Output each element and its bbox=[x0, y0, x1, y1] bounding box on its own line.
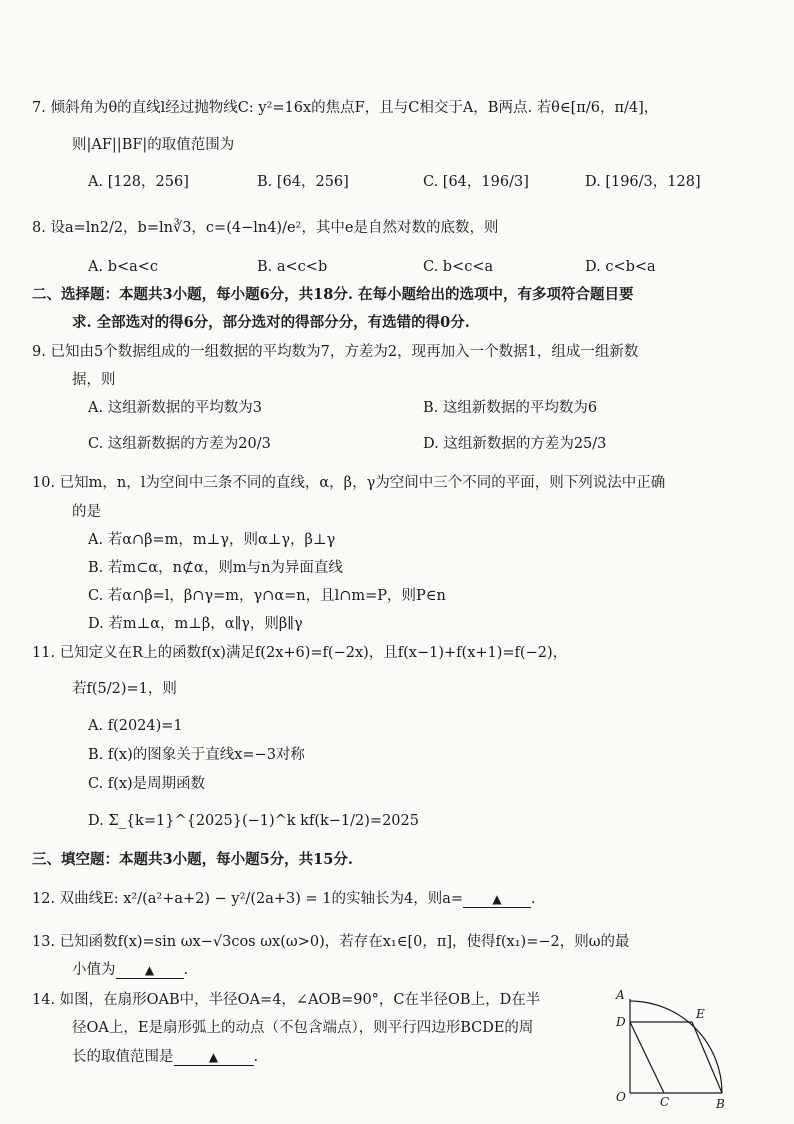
section2-instructions-line2: 求. 全部选对的得6分，部分选对的得部分分，有选错的得0分. bbox=[72, 314, 470, 331]
triangle-icon: ▲ bbox=[492, 892, 502, 906]
q9-stem-line2: 据，则 bbox=[72, 372, 116, 388]
q11-option-a: A. f(2024)=1 bbox=[88, 718, 183, 734]
q11-option-c: C. f(x)是周期函数 bbox=[88, 776, 206, 792]
q7-stem-line1: 7. 倾斜角为θ的直线l经过抛物线C: y²=16x的焦点F，且与C相交于A，B两点. 若θ∈[π/6，π/4]， bbox=[32, 100, 659, 116]
section3-title: 三、填空题：本题共3小题，每小题5分，共15分. bbox=[32, 851, 353, 868]
q12-stem bbox=[32, 889, 536, 909]
q12-answer-blank[interactable] bbox=[463, 891, 531, 908]
section2-instructions-line1: 二、选择题：本题共3小题，每小题6分，共18分. 在每小题给出的选项中，有多项符合题目要 bbox=[32, 286, 634, 303]
q9-stem-line1: 9. 已知由5个数据组成的一组数据的平均数为7，方差为2，现再加入一个数据1，组成一组新数 bbox=[32, 344, 639, 360]
q13-stem-line1: 13. 已知函数f(x)=sin ωx−√3cos ωx(ω>0)，若存在x₁∈[0，π]，使得f(x₁)=−2，则ω的最 bbox=[32, 934, 630, 950]
q11-option-d: D. Σ_{k=1}^{2025}(−1)^k kf(k−1/2)=2025 bbox=[88, 813, 419, 829]
sector-arc bbox=[630, 1001, 722, 1093]
q14-end: . bbox=[253, 1049, 259, 1065]
q10-option-c: C. 若α∩β=l，β∩γ=m，γ∩α=n，且l∩m=P，则P∈n bbox=[88, 588, 446, 604]
q14-stem-line3 bbox=[72, 1047, 258, 1067]
q9-option-b: B. 这组新数据的平均数为6 bbox=[423, 400, 598, 416]
q7-option-c: C. [64，196/3] bbox=[423, 174, 529, 190]
label-c: C bbox=[660, 1095, 670, 1109]
q8-option-d: D. c<b<a bbox=[585, 259, 656, 275]
q8-option-b: B. a<c<b bbox=[257, 259, 328, 275]
q14-prefix: 长的取值范围是 bbox=[72, 1049, 174, 1065]
q7-option-d: D. [196/3，128] bbox=[585, 174, 701, 190]
label-a: A bbox=[616, 988, 625, 1002]
q10-option-b: B. 若m⊂α，n⊄α，则m与n为异面直线 bbox=[88, 560, 343, 576]
q7-option-b: B. [64，256] bbox=[257, 174, 349, 190]
segment-dc bbox=[630, 1022, 664, 1093]
label-b: B bbox=[716, 1097, 725, 1110]
q9-option-a: A. 这组新数据的平均数为3 bbox=[88, 400, 262, 416]
q13-end: . bbox=[183, 962, 189, 978]
label-e: E bbox=[696, 1007, 705, 1021]
q8-stem: 8. 设a=ln2/2，b=ln∛3，c=(4−ln4)/e²，其中e是自然对数的底数，则 bbox=[32, 220, 499, 236]
q9-option-c: C. 这组新数据的方差为20/3 bbox=[88, 436, 271, 452]
q12-end: . bbox=[531, 891, 536, 907]
q7-stem-line2: 则|AF||BF|的取值范围为 bbox=[72, 137, 235, 153]
q12-text: 12. 双曲线E: x²/(a²+a+2) − y²/(2a+3) = 1的实轴长为4，则a= bbox=[32, 891, 463, 907]
q10-option-d: D. 若m⊥α，m⊥β，α∥γ，则β∥γ bbox=[88, 616, 303, 632]
q10-stem-line2: 的是 bbox=[72, 504, 101, 520]
q13-stem-line2 bbox=[72, 960, 188, 980]
q14-answer-blank[interactable] bbox=[174, 1049, 254, 1066]
segment-eb bbox=[692, 1022, 722, 1093]
q11-stem-line2: 若f(5/2)=1，则 bbox=[72, 681, 177, 697]
q8-option-a: A. b<a<c bbox=[88, 259, 159, 275]
triangle-icon: ▲ bbox=[144, 963, 155, 977]
q11-option-b: B. f(x)的图象关于直线x=−3对称 bbox=[88, 747, 305, 763]
q8-option-c: C. b<c<a bbox=[423, 259, 494, 275]
q9-option-d: D. 这组新数据的方差为25/3 bbox=[423, 436, 607, 452]
sector-figure bbox=[612, 985, 742, 1110]
q7-option-a: A. [128，256] bbox=[88, 174, 189, 190]
q14-stem-line1: 14. 如图，在扇形OAB中，半径OA=4，∠AOB=90°，C在半径OB上，D在半 bbox=[32, 992, 541, 1008]
label-d: D bbox=[616, 1015, 626, 1029]
q10-option-a: A. 若α∩β=m，m⊥γ，则α⊥γ，β⊥γ bbox=[88, 532, 336, 548]
triangle-icon: ▲ bbox=[208, 1050, 219, 1064]
label-o: O bbox=[616, 1090, 626, 1104]
q10-stem-line1: 10. 已知m，n，l为空间中三条不同的直线，α，β，γ为空间中三个不同的平面，则下列说法中正确 bbox=[32, 475, 666, 491]
q14-stem-line2: 径OA上，E是扇形弧上的动点（不包含端点），则平行四边形BCDE的周 bbox=[72, 1020, 534, 1036]
q11-stem-line1: 11. 已知定义在R上的函数f(x)满足f(2x+6)=f(−2x)，且f(x−1)+f(x+1)=f(−2)， bbox=[32, 645, 568, 661]
q13-answer-blank[interactable] bbox=[116, 962, 184, 979]
q13-prefix: 小值为 bbox=[72, 962, 116, 978]
